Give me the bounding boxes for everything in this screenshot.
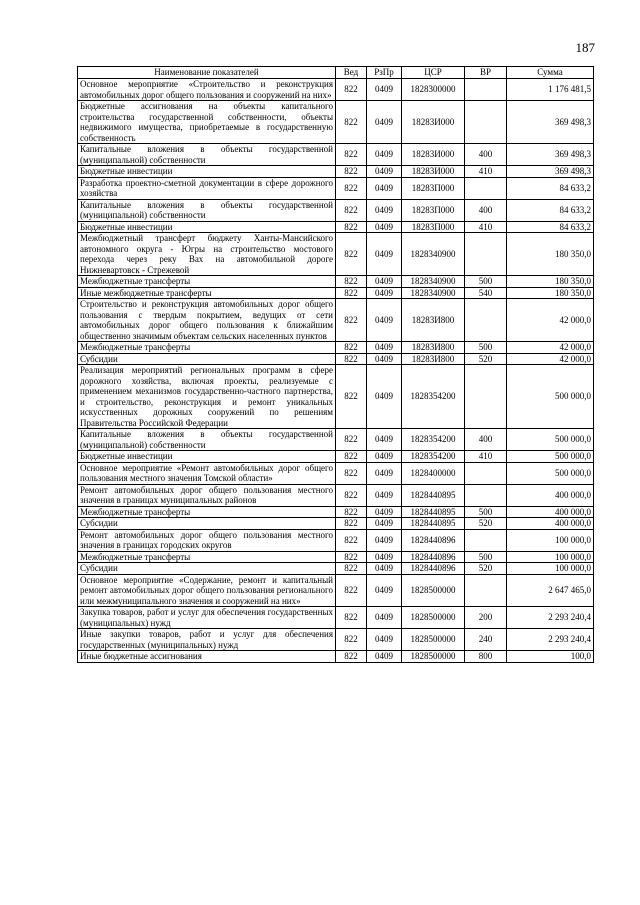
cell-name: Реализация мероприятий региональных программ в сфере дорожного хозяйства, включая проекты, реализуемые с применением механизмов государственно-частного партнерства, и строительство, реконструкция и ремонт уникальных искусственных дорожных сооружений по решениям Правительства Российской Федерации (78, 365, 336, 429)
cell-ved: 822 (336, 518, 367, 530)
cell-csr: 18283И800 (402, 353, 465, 365)
cell-name: Субсидии (78, 518, 336, 530)
column-header-rzpr: РзПр (367, 67, 402, 79)
cell-vr: 540 (465, 287, 507, 299)
cell-vr (465, 529, 507, 551)
cell-rzpr: 0409 (367, 353, 402, 365)
cell-vr: 520 (465, 518, 507, 530)
cell-vr: 500 (465, 551, 507, 563)
cell-ved: 822 (336, 276, 367, 288)
cell-ved: 822 (336, 79, 367, 101)
cell-csr: 1828340900 (402, 287, 465, 299)
cell-name: Основное мероприятие «Ремонт автомобильных дорог общего пользования местного значения Томской области» (78, 462, 336, 484)
cell-vr: 400 (465, 199, 507, 221)
table-row (78, 299, 594, 342)
cell-ved: 822 (336, 365, 367, 429)
cell-name: Основное мероприятие «Строительство и реконструкция автомобильных дорог общего пользования и сооружений на них» (78, 79, 336, 101)
cell-name: Ремонт автомобильных дорог общего пользования местного значения в границах городских округов (78, 529, 336, 551)
cell-rzpr: 0409 (367, 574, 402, 607)
cell-rzpr: 0409 (367, 221, 402, 233)
table-row (78, 506, 594, 518)
cell-sum: 369 498,3 (507, 166, 594, 178)
cell-ved: 822 (336, 221, 367, 233)
column-header-sum: Сумма (507, 67, 594, 79)
table-row (78, 462, 594, 484)
cell-rzpr: 0409 (367, 563, 402, 575)
cell-name: Бюджетные инвестиции (78, 451, 336, 463)
table-row (78, 551, 594, 563)
cell-csr: 1828440896 (402, 563, 465, 575)
table-row (78, 607, 594, 629)
cell-vr: 240 (465, 629, 507, 651)
cell-vr: 400 (465, 429, 507, 451)
cell-name: Межбюджетные трансферты (78, 342, 336, 354)
cell-vr (465, 79, 507, 101)
cell-name: Бюджетные ассигнования на объекты капитального строительства государственной собственности, объекты недвижимого имущества, приобретаемые в государственную собственность (78, 101, 336, 144)
cell-csr: 1828500000 (402, 607, 465, 629)
cell-sum: 2 293 240,4 (507, 629, 594, 651)
cell-vr (465, 177, 507, 199)
cell-rzpr: 0409 (367, 607, 402, 629)
cell-rzpr: 0409 (367, 651, 402, 663)
table-row (78, 342, 594, 354)
cell-ved: 822 (336, 342, 367, 354)
table-row (78, 574, 594, 607)
cell-vr (465, 365, 507, 429)
cell-name: Ремонт автомобильных дорог общего пользования местного значения в границах муниципальных районов (78, 484, 336, 506)
cell-rzpr: 0409 (367, 462, 402, 484)
cell-name: Капитальные вложения в объекты государственной (муниципальной) собственности (78, 429, 336, 451)
cell-csr: 18283И000 (402, 166, 465, 178)
cell-sum: 500 000,0 (507, 429, 594, 451)
table-row (78, 651, 594, 663)
cell-name: Капитальные вложения в объекты государственной (муниципальной) собственности (78, 199, 336, 221)
cell-csr: 18283И800 (402, 299, 465, 342)
cell-csr: 1828340900 (402, 233, 465, 276)
cell-vr: 500 (465, 342, 507, 354)
table-row (78, 199, 594, 221)
cell-csr: 1828500000 (402, 629, 465, 651)
cell-csr: 1828440895 (402, 484, 465, 506)
table-row (78, 287, 594, 299)
cell-rzpr: 0409 (367, 429, 402, 451)
cell-csr: 18283П000 (402, 221, 465, 233)
cell-rzpr: 0409 (367, 276, 402, 288)
cell-vr: 200 (465, 607, 507, 629)
cell-rzpr: 0409 (367, 299, 402, 342)
cell-sum: 100 000,0 (507, 563, 594, 575)
cell-ved: 822 (336, 551, 367, 563)
cell-name: Субсидии (78, 563, 336, 575)
cell-csr: 1828440896 (402, 529, 465, 551)
cell-ved: 822 (336, 651, 367, 663)
cell-sum: 400 000,0 (507, 484, 594, 506)
table-row (78, 177, 594, 199)
cell-name: Межбюджетные трансферты (78, 276, 336, 288)
cell-csr: 18283П000 (402, 177, 465, 199)
cell-ved: 822 (336, 353, 367, 365)
cell-name: Межбюджетные трансферты (78, 551, 336, 563)
cell-name: Субсидии (78, 353, 336, 365)
cell-rzpr: 0409 (367, 506, 402, 518)
cell-csr: 1828354200 (402, 451, 465, 463)
cell-sum: 100 000,0 (507, 551, 594, 563)
cell-ved: 822 (336, 451, 367, 463)
cell-ved: 822 (336, 462, 367, 484)
cell-name: Строительство и реконструкция автомобильных дорог общего пользования с твердым покрытием, ведущих от сети автомобильных дорог общего пользования к ближайшим общественно значимым объектам сельских населенных пунктов (78, 299, 336, 342)
cell-ved: 822 (336, 574, 367, 607)
cell-sum: 369 498,3 (507, 101, 594, 144)
column-header-ved: Вед (336, 67, 367, 79)
table-row (78, 365, 594, 429)
cell-vr (465, 484, 507, 506)
cell-vr: 520 (465, 563, 507, 575)
table-row (78, 79, 594, 101)
cell-sum: 500 000,0 (507, 462, 594, 484)
cell-ved: 822 (336, 529, 367, 551)
cell-sum: 369 498,3 (507, 144, 594, 166)
page-number: 187 (575, 40, 595, 55)
cell-rzpr: 0409 (367, 365, 402, 429)
cell-sum: 42 000,0 (507, 342, 594, 354)
cell-rzpr: 0409 (367, 518, 402, 530)
cell-rzpr: 0409 (367, 177, 402, 199)
cell-csr: 1828500000 (402, 574, 465, 607)
column-header-csr: ЦСР (402, 67, 465, 79)
cell-vr: 800 (465, 651, 507, 663)
cell-vr (465, 233, 507, 276)
cell-ved: 822 (336, 506, 367, 518)
cell-rzpr: 0409 (367, 551, 402, 563)
cell-sum: 180 350,0 (507, 233, 594, 276)
cell-ved: 822 (336, 233, 367, 276)
table-row (78, 353, 594, 365)
cell-ved: 822 (336, 484, 367, 506)
cell-rzpr: 0409 (367, 451, 402, 463)
cell-ved: 822 (336, 199, 367, 221)
cell-ved: 822 (336, 607, 367, 629)
cell-name: Закупка товаров, работ и услуг для обеспечения государственных (муниципальных) нужд (78, 607, 336, 629)
cell-name: Разработка проектно-сметной документации в сфере дорожного хозяйства (78, 177, 336, 199)
cell-ved: 822 (336, 429, 367, 451)
cell-ved: 822 (336, 144, 367, 166)
cell-sum: 2 647 465,0 (507, 574, 594, 607)
cell-rzpr: 0409 (367, 199, 402, 221)
cell-ved: 822 (336, 629, 367, 651)
cell-ved: 822 (336, 101, 367, 144)
cell-sum: 84 633,2 (507, 177, 594, 199)
budget-table (77, 66, 594, 663)
cell-sum: 84 633,2 (507, 221, 594, 233)
cell-ved: 822 (336, 287, 367, 299)
cell-rzpr: 0409 (367, 101, 402, 144)
column-header-name: Наименование показателей (78, 67, 336, 79)
cell-csr: 18283И000 (402, 101, 465, 144)
cell-vr (465, 101, 507, 144)
cell-vr: 520 (465, 353, 507, 365)
cell-rzpr: 0409 (367, 629, 402, 651)
cell-csr: 1828440895 (402, 518, 465, 530)
cell-sum: 400 000,0 (507, 518, 594, 530)
cell-vr: 410 (465, 221, 507, 233)
cell-sum: 400 000,0 (507, 506, 594, 518)
cell-ved: 822 (336, 166, 367, 178)
cell-sum: 42 000,0 (507, 299, 594, 342)
cell-vr (465, 462, 507, 484)
cell-csr: 1828500000 (402, 651, 465, 663)
cell-vr: 500 (465, 506, 507, 518)
cell-sum: 500 000,0 (507, 451, 594, 463)
cell-rzpr: 0409 (367, 484, 402, 506)
cell-name: Межбюджетные трансферты (78, 506, 336, 518)
cell-name: Иные закупки товаров, работ и услуг для обеспечения государственных (муниципальных) нужд (78, 629, 336, 651)
cell-sum: 180 350,0 (507, 287, 594, 299)
table-row (78, 276, 594, 288)
cell-rzpr: 0409 (367, 79, 402, 101)
table-row (78, 233, 594, 276)
table-row (78, 144, 594, 166)
cell-vr: 410 (465, 451, 507, 463)
table-row (78, 429, 594, 451)
cell-rzpr: 0409 (367, 144, 402, 166)
cell-csr: 1828440896 (402, 551, 465, 563)
table-row (78, 629, 594, 651)
cell-csr: 1828300000 (402, 79, 465, 101)
table-header-row (78, 67, 594, 79)
cell-csr: 1828354200 (402, 365, 465, 429)
cell-name: Межбюджетный трансферт бюджету Ханты-Мансийского автономного округа - Югры на строительство мостового перехода через реку Вах на автомобильной дороге Нижневартовск - Стрежевой (78, 233, 336, 276)
cell-name: Капитальные вложения в объекты государственной (муниципальной) собственности (78, 144, 336, 166)
table-row (78, 529, 594, 551)
cell-vr: 410 (465, 166, 507, 178)
cell-csr: 18283И800 (402, 342, 465, 354)
cell-sum: 84 633,2 (507, 199, 594, 221)
cell-vr (465, 574, 507, 607)
cell-vr: 500 (465, 276, 507, 288)
cell-csr: 1828400000 (402, 462, 465, 484)
cell-ved: 822 (336, 563, 367, 575)
cell-sum: 1 176 481,5 (507, 79, 594, 101)
cell-csr: 1828354200 (402, 429, 465, 451)
cell-sum: 500 000,0 (507, 365, 594, 429)
cell-csr: 1828340900 (402, 276, 465, 288)
column-header-vr: ВР (465, 67, 507, 79)
cell-sum: 100 000,0 (507, 529, 594, 551)
cell-sum: 100,0 (507, 651, 594, 663)
cell-vr (465, 299, 507, 342)
table-row (78, 484, 594, 506)
cell-rzpr: 0409 (367, 166, 402, 178)
cell-rzpr: 0409 (367, 233, 402, 276)
cell-sum: 180 350,0 (507, 276, 594, 288)
table-row (78, 221, 594, 233)
cell-rzpr: 0409 (367, 287, 402, 299)
cell-name: Бюджетные инвестиции (78, 221, 336, 233)
cell-csr: 18283П000 (402, 199, 465, 221)
table-row (78, 451, 594, 463)
table-row (78, 563, 594, 575)
cell-name: Бюджетные инвестиции (78, 166, 336, 178)
cell-sum: 2 293 240,4 (507, 607, 594, 629)
cell-name: Иные бюджетные ассигнования (78, 651, 336, 663)
cell-rzpr: 0409 (367, 529, 402, 551)
cell-ved: 822 (336, 177, 367, 199)
cell-name: Иные межбюджетные трансферты (78, 287, 336, 299)
table-row (78, 101, 594, 144)
cell-csr: 1828440895 (402, 506, 465, 518)
cell-ved: 822 (336, 299, 367, 342)
table-row (78, 518, 594, 530)
cell-name: Основное мероприятие «Содержание, ремонт и капитальный ремонт автомобильных дорог общего пользования регионального или межмуниципального значения и сооружений на них» (78, 574, 336, 607)
cell-sum: 42 000,0 (507, 353, 594, 365)
table-row (78, 166, 594, 178)
cell-csr: 18283И000 (402, 144, 465, 166)
cell-vr: 400 (465, 144, 507, 166)
cell-rzpr: 0409 (367, 342, 402, 354)
